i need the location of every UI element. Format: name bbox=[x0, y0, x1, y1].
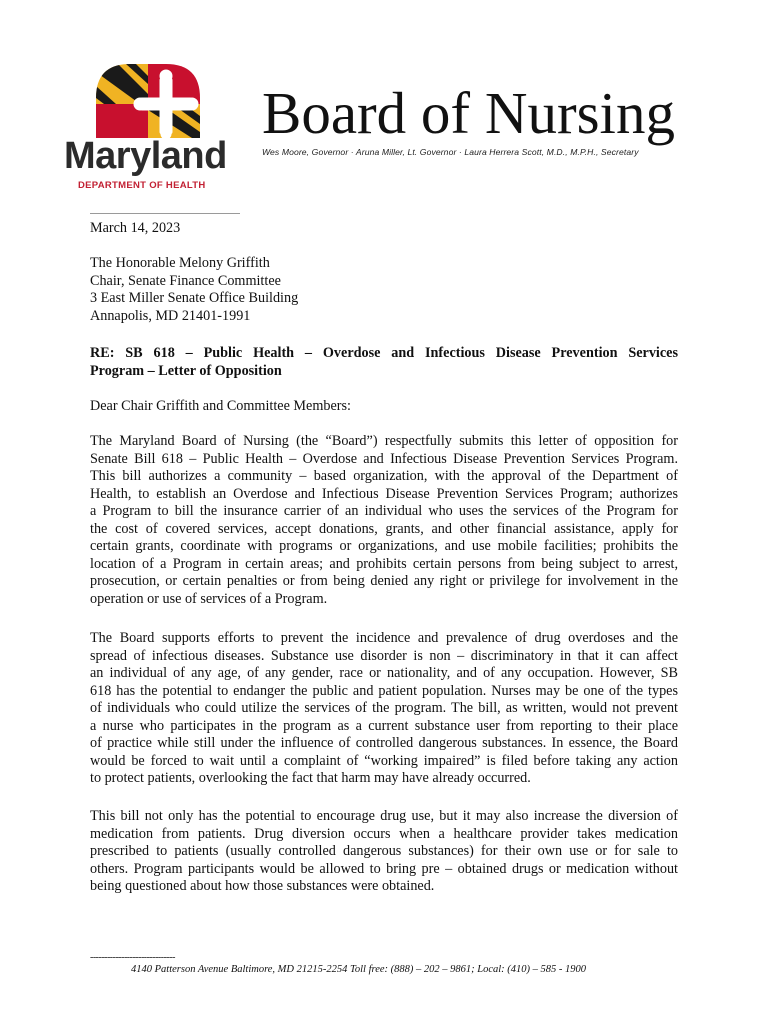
subject-line-2: Program – Letter of Opposition bbox=[90, 362, 282, 379]
para2-line: a nurse who participates in the program as a current substance user from reporting to their place bbox=[90, 717, 678, 734]
para1-line: prosecution, or certain penalties or from being denied any right or privilege for involvement in the bbox=[90, 573, 678, 589]
maryland-logo bbox=[64, 64, 234, 194]
para1-line: certain grants, coordinate with programs or organizations, and use mobile facilities; prohibits the bbox=[90, 538, 678, 554]
para1-line: Health, to establish an Overdose and Infectious Disease Prevention Services Program; authorizes bbox=[90, 485, 678, 502]
para2-line: an individual of any age, of any gender, race or nationality, and of any occupation. However, SB bbox=[90, 665, 678, 681]
paragraph-2 bbox=[90, 630, 678, 788]
subject-line-1: RE: SB 618 – Public Health – Overdose and Infectious Disease Prevention Services bbox=[90, 345, 678, 361]
para3-line: being questioned about how those substances were obtained. bbox=[90, 878, 435, 894]
para2-line: would be forced to wait until a complaint of “working impaired” is filed before taking any action bbox=[90, 752, 678, 769]
footer-divider: ------------------------------ bbox=[90, 952, 175, 963]
recipient-title: Chair, Senate Finance Committee bbox=[90, 272, 281, 289]
salutation: Dear Chair Griffith and Committee Members: bbox=[90, 398, 351, 414]
para1-line: the cost of covered services, accept donations, grants, and other financial assistance, apply for bbox=[90, 520, 678, 537]
para3-line: This bill not only has the potential to encourage drug use, but it may also increase the diversion of bbox=[90, 808, 678, 824]
para2-line: of individuals who could utilize the services of the program. The bill, as written, would not prevent bbox=[90, 700, 678, 716]
para2-line: The Board supports efforts to prevent the incidence and prevalence of drug overdoses and the bbox=[90, 630, 678, 646]
officials-line: Wes Moore, Governor · Aruna Miller, Lt. Governor · Laura Herrera Scott, M.D., M.P.H., Secretary bbox=[262, 147, 639, 157]
para1-line: location of a Program in certain areas; and prohibits certain persons from being subject to arrest, bbox=[90, 555, 678, 572]
paragraph-1 bbox=[90, 433, 678, 608]
recipient-address-1: 3 East Miller Senate Office Building bbox=[90, 290, 299, 306]
footer-address: 4140 Patterson Avenue Baltimore, MD 21215-2254 Toll free: (888) – 202 – 9861; Local: (410) – 585 - 1900 bbox=[131, 964, 587, 975]
letter-date: March 14, 2023 bbox=[90, 220, 181, 236]
para1-line: a Program to bill the insurance carrier of an individual who uses the services of the Program for bbox=[90, 503, 678, 519]
para2-line: 618 has the potential to endanger the public and patient population. Nurses may be one of the types bbox=[90, 682, 678, 699]
para1-line: Senate Bill 618 – Public Health – Overdose and Infectious Disease Prevention Services Program. bbox=[90, 450, 678, 467]
recipient-block bbox=[90, 255, 678, 325]
para3-line: medication from patients. Drug diversion occurs when a healthcare provider takes medication bbox=[90, 825, 678, 842]
para2-line: spread of infectious diseases. Substance use disorder is non – discriminatory in that it can affect bbox=[90, 647, 678, 664]
date-divider bbox=[90, 213, 240, 214]
logo-department: DEPARTMENT OF HEALTH bbox=[78, 180, 206, 191]
para2-line: of practice while still under the influence of controlled dangerous substances. In essence, the Board bbox=[90, 735, 678, 751]
para3-line: prescribed to patients (usually controlled dangerous substances) for their own use or for sale to bbox=[90, 843, 678, 859]
para3-line: others. Program participants would be allowed to bring pre – obtained drugs or medication without bbox=[90, 860, 678, 877]
page-title: Board of Nursing bbox=[262, 80, 675, 146]
recipient-name: The Honorable Melony Griffith bbox=[90, 255, 270, 271]
subject-line bbox=[90, 345, 678, 380]
para1-line: This bill authorizes a community – based organization, with the approval of the Department of bbox=[90, 468, 678, 484]
recipient-address-2: Annapolis, MD 21401-1991 bbox=[90, 307, 251, 324]
para1-line: operation or use of services of a Program. bbox=[90, 590, 328, 607]
para2-line: to protect patients, overlooking the fact that harm may have already occurred. bbox=[90, 770, 531, 786]
paragraph-3 bbox=[90, 808, 678, 896]
maryland-flag-icon bbox=[96, 64, 200, 138]
logo-wordmark: Maryland bbox=[64, 135, 227, 177]
para1-line: The Maryland Board of Nursing (the “Board”) respectfully submits this letter of opposition for bbox=[90, 433, 678, 449]
